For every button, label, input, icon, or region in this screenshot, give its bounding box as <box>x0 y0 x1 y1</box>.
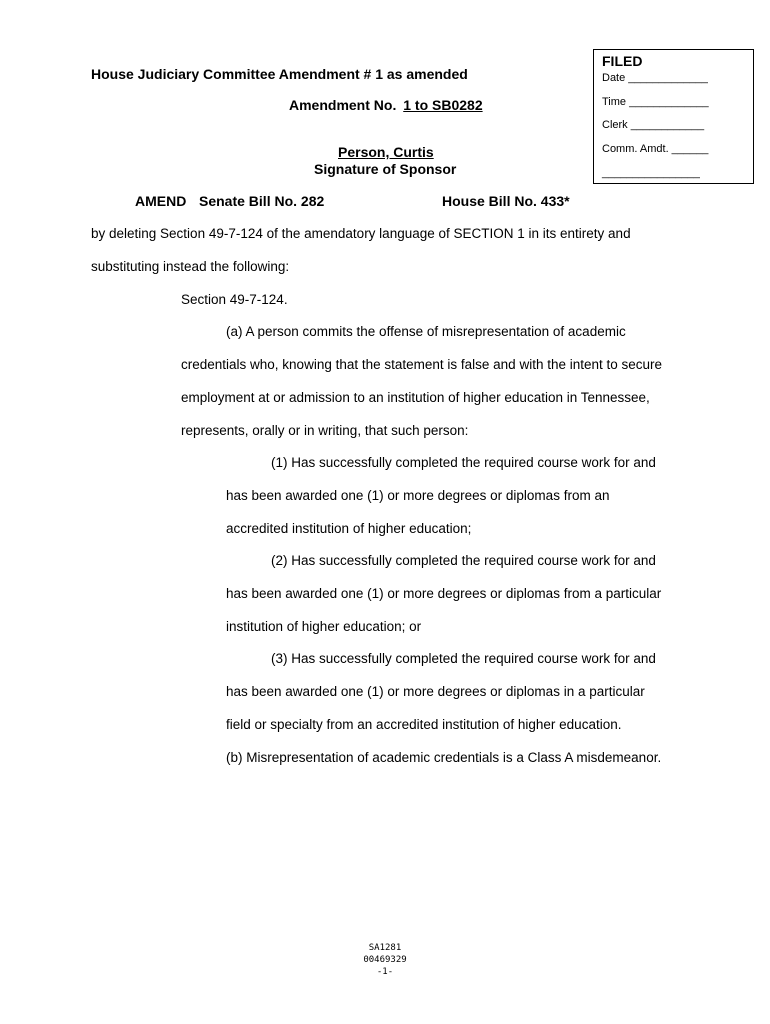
subsection-b: (b) Misrepresentation of academic credentials is a Class A misdemeanor. <box>226 750 662 765</box>
body-line-2: substituting instead the following: <box>91 259 290 274</box>
senate-bill: Senate Bill No. 282 <box>199 193 325 209</box>
filed-time: Time _____________ <box>602 96 709 108</box>
sponsor-name: Person, Curtis <box>338 144 434 160</box>
sponsor-caption: Signature of Sponsor <box>314 161 457 177</box>
house-bill: House Bill No. 433* <box>442 193 570 209</box>
filed-blank-line: ________________ <box>602 167 700 179</box>
body-line-1: by deleting Section 49-7-124 of the amendatory language of SECTION 1 in its entirety and <box>91 226 631 241</box>
filed-clerk: Clerk ____________ <box>602 119 705 131</box>
amendment-number: 1 to SB0282 <box>403 97 483 113</box>
filed-box <box>593 49 754 184</box>
page-number: -1- <box>376 967 394 977</box>
item-1-line-3: accredited institution of higher education; <box>226 521 472 536</box>
item-3-line-1: (3) Has successfully completed the required course work for and <box>271 651 656 666</box>
item-1-line-1: (1) Has successfully completed the required course work for and <box>271 455 656 470</box>
subsection-a-line-3: employment at or admission to an institution of higher education in Tennessee, <box>181 390 650 405</box>
item-1-line-2: has been awarded one (1) or more degrees or diplomas from an <box>226 488 610 503</box>
amendment-label: Amendment No. <box>289 97 397 113</box>
subsection-a-line-2: credentials who, knowing that the statement is false and with the intent to secure <box>181 357 663 372</box>
filed-title: FILED <box>602 53 643 69</box>
footer-code-2: 00469329 <box>363 955 407 965</box>
committee-line: House Judiciary Committee Amendment # 1 as amended <box>91 66 468 82</box>
amendment-number-line <box>289 97 483 113</box>
item-2-line-3: institution of higher education; or <box>226 619 422 634</box>
section-heading: Section 49-7-124. <box>181 292 288 307</box>
footer-code-1: SA1281 <box>368 943 402 953</box>
item-3-line-2: has been awarded one (1) or more degrees or diplomas in a particular <box>226 684 645 699</box>
filed-comm-amdt: Comm. Amdt. ______ <box>602 143 709 155</box>
item-3-line-3: field or specialty from an accredited institution of higher education. <box>226 717 622 732</box>
subsection-a-line-1: (a) A person commits the offense of misrepresentation of academic <box>226 324 626 339</box>
item-2-line-2: has been awarded one (1) or more degrees or diplomas from a particular <box>226 586 662 601</box>
subsection-a-line-4: represents, orally or in writing, that such person: <box>181 423 469 438</box>
amend-label: AMEND <box>135 193 187 209</box>
item-2-line-1: (2) Has successfully completed the required course work for and <box>271 553 656 568</box>
filed-date: Date _____________ <box>602 72 708 84</box>
